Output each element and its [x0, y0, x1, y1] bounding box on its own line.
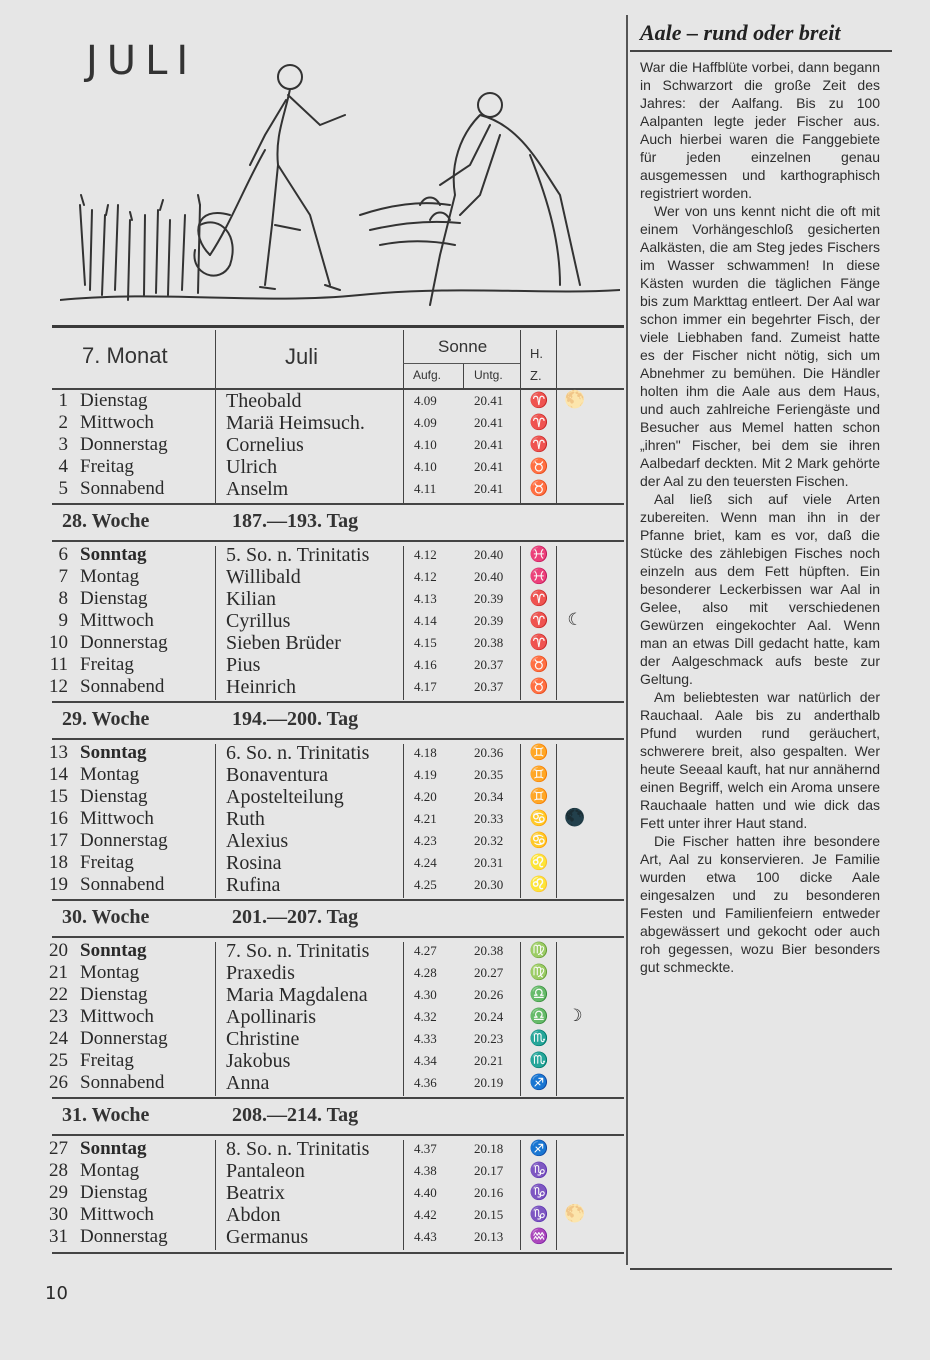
sunrise-time: 4.43 [414, 1229, 437, 1244]
weekday: Freitag [80, 654, 134, 675]
day-number: 12 [49, 676, 68, 697]
calendar-row [0, 566, 620, 588]
weekday: Freitag [80, 1050, 134, 1071]
zodiac-icon: ♈ [529, 437, 549, 453]
saint-name: Praxedis [226, 962, 295, 984]
sidebar-divider [626, 15, 628, 1265]
month-name-header: Juli [285, 344, 319, 369]
calendar-row [0, 412, 620, 434]
day-range: 201.—207. Tag [232, 906, 359, 928]
calendar-row [0, 1072, 620, 1094]
week-label: 30. Woche [62, 906, 150, 928]
sunset-time: 20.39 [474, 591, 504, 606]
sunset-time: 20.36 [474, 745, 504, 760]
day-number: 28 [49, 1160, 68, 1181]
day-number: 14 [49, 764, 68, 785]
saint-name: 7. So. n. Trinitatis [226, 940, 370, 962]
sunrise-time: 4.40 [414, 1185, 437, 1200]
weekday: Sonnabend [80, 1072, 165, 1093]
calendar-row [0, 742, 620, 764]
calendar-row [0, 808, 620, 830]
weekday: Mittwoch [80, 610, 154, 631]
weekday: Montag [80, 1160, 140, 1181]
zodiac-icon: ♈ [529, 635, 549, 651]
day-range: 194.—200. Tag [232, 708, 359, 730]
weekday: Mittwoch [80, 1204, 154, 1225]
weekday: Sonnabend [80, 676, 165, 697]
saint-name: Ulrich [226, 456, 278, 478]
sunset-time: 20.23 [474, 1031, 504, 1046]
zodiac-icon: ♈ [529, 613, 549, 629]
zodiac-icon: ♎ [529, 1009, 549, 1025]
weekday: Freitag [80, 456, 134, 477]
calendar-row [0, 830, 620, 852]
sunset-time: 20.33 [474, 811, 504, 826]
sunset-time: 20.40 [474, 547, 504, 562]
saint-name: Beatrix [226, 1182, 285, 1204]
calendar-row [0, 434, 620, 456]
day-number: 23 [49, 1006, 68, 1027]
calendar-row [0, 544, 620, 566]
weekday: Sonntag [80, 1138, 147, 1159]
farmers-illustration [60, 55, 620, 330]
weekday: Dienstag [80, 390, 148, 411]
weekday: Sonnabend [80, 478, 165, 499]
calendar-row [0, 962, 620, 984]
zodiac-icon: ♊ [529, 745, 549, 761]
sunset-time: 20.34 [474, 789, 504, 804]
zodiac-icon: ♈ [529, 393, 549, 409]
zodiac-icon: ♏ [529, 1031, 549, 1047]
saint-name: Heinrich [226, 676, 296, 698]
day-number: 6 [58, 544, 68, 565]
day-number: 26 [49, 1072, 68, 1093]
saint-name: Theobald [226, 390, 302, 412]
day-number: 10 [49, 632, 68, 653]
day-number: 3 [58, 434, 68, 455]
zodiac-icon: ♈ [529, 415, 549, 431]
month-title: JULI [86, 38, 198, 84]
calendar-row [0, 478, 620, 500]
sunset-time: 20.41 [474, 481, 504, 496]
day-number: 8 [58, 588, 68, 609]
zodiac-icon: ♏ [529, 1053, 549, 1069]
sunrise-time: 4.23 [414, 833, 437, 848]
sidebar-title: Aale – rund oder breit [640, 20, 841, 45]
sunrise-time: 4.21 [414, 811, 437, 826]
zodiac-icon: ♌ [529, 855, 549, 871]
sunrise-time: 4.38 [414, 1163, 437, 1178]
sunrise-time: 4.37 [414, 1141, 437, 1156]
sunrise-time: 4.13 [414, 591, 437, 606]
sunrise-time: 4.10 [414, 459, 437, 474]
day-number: 1 [58, 390, 68, 411]
sunset-time: 20.38 [474, 943, 504, 958]
week-label: 29. Woche [62, 708, 150, 730]
calendar-row [0, 1006, 620, 1028]
sunrise-time: 4.15 [414, 635, 437, 650]
weekday: Montag [80, 962, 140, 983]
day-number: 5 [58, 478, 68, 499]
calendar-row [0, 654, 620, 676]
sunrise-time: 4.12 [414, 547, 437, 562]
weekday: Mittwoch [80, 1006, 154, 1027]
day-number: 17 [49, 830, 68, 851]
saint-name: Christine [226, 1028, 300, 1050]
sunset-time: 20.13 [474, 1229, 504, 1244]
sunrise-time: 4.11 [414, 481, 437, 496]
day-number: 18 [49, 852, 68, 873]
zodiac-icon: ♋ [529, 811, 549, 827]
calendar-row [0, 1226, 620, 1248]
day-number: 22 [49, 984, 68, 1005]
sunset-time: 20.41 [474, 437, 504, 452]
sunset-time: 20.41 [474, 459, 504, 474]
day-range: 187.—193. Tag [232, 510, 359, 532]
calendar-row [0, 1204, 620, 1226]
day-number: 2 [58, 412, 68, 433]
sunset-header: Untg. [474, 368, 503, 382]
zodiac-icon: ♌ [529, 877, 549, 893]
day-number: 11 [49, 654, 68, 675]
calendar-row [0, 456, 620, 478]
weekday: Mittwoch [80, 412, 154, 433]
saint-name: Cyrillus [226, 610, 291, 632]
sunrise-time: 4.27 [414, 943, 437, 958]
saint-name: Pius [226, 654, 261, 676]
saint-name: Kilian [226, 588, 276, 610]
sunset-time: 20.31 [474, 855, 504, 870]
calendar-row [0, 610, 620, 632]
sidebar-article [640, 58, 880, 976]
saint-name: Willibald [226, 566, 301, 588]
saint-name: Apostelteilung [226, 786, 344, 808]
day-number: 7 [58, 566, 68, 587]
calendar-row [0, 1160, 620, 1182]
zodiac-icon: ♎ [529, 987, 549, 1003]
sunrise-time: 4.25 [414, 877, 437, 892]
saint-name: Sieben Brüder [226, 632, 341, 654]
calendar-row [0, 632, 620, 654]
weekday: Donnerstag [80, 1028, 168, 1049]
day-number: 27 [49, 1138, 68, 1159]
saint-name: Ruth [226, 808, 265, 830]
day-number: 15 [49, 786, 68, 807]
sunset-time: 20.26 [474, 987, 504, 1002]
calendar-row [0, 984, 620, 1006]
zodiac-icon: ♓ [529, 569, 549, 585]
weekday: Dienstag [80, 588, 148, 609]
calendar-row [0, 786, 620, 808]
sunrise-time: 4.09 [414, 415, 437, 430]
zodiac-icon: ♈ [529, 591, 549, 607]
saint-name: Bonaventura [226, 764, 329, 786]
zodiac-icon: ♓ [529, 547, 549, 563]
weekday: Freitag [80, 852, 134, 873]
weekday: Donnerstag [80, 632, 168, 653]
table-top-rule [52, 325, 624, 328]
zodiac-icon: ♉ [529, 657, 549, 673]
weekday: Sonntag [80, 544, 147, 565]
sunset-time: 20.40 [474, 569, 504, 584]
saint-name: Abdon [226, 1204, 281, 1226]
weekday: Sonntag [80, 742, 147, 763]
zodiac-icon: ♐ [529, 1075, 549, 1091]
zodiac-icon: ♊ [529, 789, 549, 805]
zodiac-icon: ♐ [529, 1141, 549, 1157]
sunrise-time: 4.42 [414, 1207, 437, 1222]
day-number: 13 [49, 742, 68, 763]
sunset-time: 20.30 [474, 877, 504, 892]
saint-name: Germanus [226, 1226, 309, 1248]
day-number: 31 [49, 1226, 68, 1247]
weekday: Donnerstag [80, 434, 168, 455]
sunrise-time: 4.10 [414, 437, 437, 452]
saint-name: 5. So. n. Trinitatis [226, 544, 370, 566]
sunrise-time: 4.32 [414, 1009, 437, 1024]
moon-phase-icon: ☽ [567, 1006, 583, 1025]
sunrise-header: Aufg. [413, 368, 442, 382]
zodiac-icon: ♑ [529, 1185, 549, 1201]
article-paragraph: War die Haffblüte vorbei, dann begann in Schwarzort die große Zeit des Jahres: der Aalfang. Bis zu 100 Aalpanten legte jeder Fischer aus. Auch hierbei waren die Fanggebiete für jeden einzelnen genau ausgemessen und karthographisch registriert worden. [640, 59, 880, 201]
weekday: Mittwoch [80, 808, 154, 829]
article-paragraph: Aal ließ sich auf viele Arten zubereiten. Wenn man ihn in der Pfanne briet, kam es vor, daß die Stücke des zählebigen Fisches noch einzeln aus dem Fett hüpften. Ein besonderer Leckerbissen war Aal in Gelee, also mit verschiedenen Gewürzen eingekochter Aal. Wenn man an etwas Dill gedacht hatte, kam der Aalgeschmack aufs beste zur Geltung. [640, 491, 880, 687]
article-paragraph: Am beliebtesten war natürlich der Rauchaal. Aale bis zu anderthalb Pfund wurden rund geräuchert, schwerere breit, also gespalten. Wer heute Seeaal kauft, hat nur annähernd einen Begriff, welch ein Aroma unsere Rauchaale hatten und wie dick das Fett unter ihrer Haut stand. [640, 689, 880, 831]
sunset-time: 20.39 [474, 613, 504, 628]
sunset-time: 20.37 [474, 657, 504, 672]
calendar-row [0, 390, 620, 412]
day-number: 29 [49, 1182, 68, 1203]
sunrise-time: 4.16 [414, 657, 437, 672]
calendar-row [0, 1050, 620, 1072]
sunrise-time: 4.19 [414, 767, 437, 782]
sunrise-time: 4.24 [414, 855, 437, 870]
zodiac-icon: ♑ [529, 1163, 549, 1179]
calendar-row [0, 1182, 620, 1204]
saint-name: Apollinaris [226, 1006, 316, 1028]
day-number: 25 [49, 1050, 68, 1071]
sunrise-time: 4.17 [414, 679, 437, 694]
calendar-row [0, 1138, 620, 1160]
sunset-time: 20.24 [474, 1009, 504, 1024]
saint-name: Rosina [226, 852, 282, 874]
calendar-row [0, 1028, 620, 1050]
calendar-row [0, 940, 620, 962]
sunset-time: 20.27 [474, 965, 504, 980]
moon-phase-icon: 🌑 [564, 808, 586, 827]
day-number: 24 [49, 1028, 68, 1049]
sunrise-time: 4.20 [414, 789, 437, 804]
sunset-time: 20.19 [474, 1075, 504, 1090]
sunset-time: 20.41 [474, 393, 504, 408]
sunset-time: 20.21 [474, 1053, 504, 1068]
weekday: Montag [80, 764, 140, 785]
calendar-row [0, 852, 620, 874]
zodiac-icon: ♍ [529, 965, 549, 981]
sunrise-time: 4.36 [414, 1075, 437, 1090]
day-number: 21 [49, 962, 68, 983]
sunset-time: 20.37 [474, 679, 504, 694]
sunset-time: 20.35 [474, 767, 504, 782]
sunset-time: 20.15 [474, 1207, 504, 1222]
zodiac-icon: ♒ [529, 1229, 549, 1245]
zodiac-icon: ♉ [529, 679, 549, 695]
sunrise-time: 4.18 [414, 745, 437, 760]
sunrise-time: 4.28 [414, 965, 437, 980]
saint-name: Cornelius [226, 434, 304, 456]
sunset-time: 20.41 [474, 415, 504, 430]
moon-phase-icon: 🌕 [564, 1204, 586, 1223]
zodiac-icon: ♉ [529, 481, 549, 497]
saint-name: Mariä Heimsuch. [226, 412, 365, 434]
saint-name: Jakobus [226, 1050, 291, 1072]
sunrise-time: 4.30 [414, 987, 437, 1002]
calendar-row [0, 676, 620, 698]
saint-name: Rufina [226, 874, 281, 896]
day-range: 208.—214. Tag [232, 1104, 359, 1126]
calendar-row [0, 764, 620, 786]
zodiac-icon: ♉ [529, 459, 549, 475]
saint-name: Alexius [226, 830, 289, 852]
zodiac-icon: ♊ [529, 767, 549, 783]
weekday: Dienstag [80, 984, 148, 1005]
sunset-time: 20.16 [474, 1185, 504, 1200]
moon-phase-icon: ☾ [567, 610, 583, 629]
saint-name: Maria Magdalena [226, 984, 368, 1006]
page-number: 10 [45, 1283, 68, 1304]
hz-header: H. Z. [530, 346, 543, 383]
weekday: Dienstag [80, 1182, 148, 1203]
sunrise-time: 4.14 [414, 613, 437, 628]
saint-name: Pantaleon [226, 1160, 305, 1182]
saint-name: 6. So. n. Trinitatis [226, 742, 370, 764]
day-number: 30 [49, 1204, 68, 1225]
zodiac-icon: ♍ [529, 943, 549, 959]
saint-name: Anselm [226, 478, 289, 500]
article-paragraph: Wer von uns kennt nicht die oft mit einem Vorhängeschloß gesicherten Aalkästen, die am Steg jedes Fischers im Wasser schwammen! In diese Kästen wurden die täglichen Fänge bis zum Markttag entleert. Der Aal war schon immer ein begehrter Fisch, der viele Liebhaben fand. Zumeist hatte es der Fischer nicht nötig, sich um Abnehmer zu bemühen. Die Händler holten ihm die Aale aus dem Haus, und auch zahlreiche Feriengäste und Besucher aus Memel hatten schon „ihren" Fischer, bei dem sie ihren Aalbedarf deckten. Mit 2 Mark gehörte der Aal zu den teuersten Fischen. [640, 203, 880, 489]
weekday: Sonnabend [80, 874, 165, 895]
article-paragraph: Die Fischer hatten ihre besondere Art, Aal zu konservieren. Je Familie wurden etwa 100 dicke Aale eingesalzen und zu besonderen Festen und Familienfeiern entweder abgewässert und gekocht oder auch roh gegessen, wozu Bier besonders gut schmeckte. [640, 833, 880, 975]
zodiac-icon: ♑ [529, 1207, 549, 1223]
zodiac-icon: ♋ [529, 833, 549, 849]
sunset-time: 20.38 [474, 635, 504, 650]
saint-name: 8. So. n. Trinitatis [226, 1138, 370, 1160]
weekday: Sonntag [80, 940, 147, 961]
day-number: 19 [49, 874, 68, 895]
month-number-header: 7. Monat [82, 343, 168, 368]
sunrise-time: 4.09 [414, 393, 437, 408]
calendar-row [0, 588, 620, 610]
sunset-time: 20.17 [474, 1163, 504, 1178]
sunrise-time: 4.34 [414, 1053, 437, 1068]
calendar-row [0, 874, 620, 896]
moon-phase-icon: 🌕 [564, 390, 586, 409]
week-label: 31. Woche [62, 1104, 150, 1126]
week-label: 28. Woche [62, 510, 150, 532]
weekday: Dienstag [80, 786, 148, 807]
weekday: Montag [80, 566, 140, 587]
sunrise-time: 4.33 [414, 1031, 437, 1046]
day-number: 16 [49, 808, 68, 829]
day-number: 4 [58, 456, 68, 477]
weekday: Donnerstag [80, 830, 168, 851]
sunrise-time: 4.12 [414, 569, 437, 584]
day-number: 20 [49, 940, 68, 961]
day-number: 9 [58, 610, 68, 631]
sunset-time: 20.18 [474, 1141, 504, 1156]
weekday: Donnerstag [80, 1226, 168, 1247]
saint-name: Anna [226, 1072, 270, 1094]
sunset-time: 20.32 [474, 833, 504, 848]
sun-header: Sonne [438, 337, 488, 356]
